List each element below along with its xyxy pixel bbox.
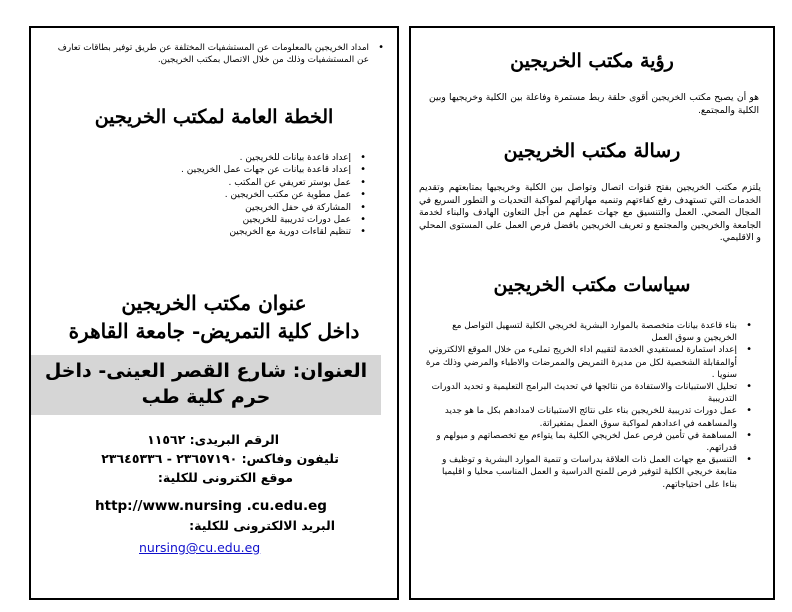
address-line-1: العنوان: شارع القصر العينى- داخل bbox=[44, 360, 368, 382]
left-panel bbox=[29, 26, 399, 600]
plan-item: • المشاركة في حفل الخريجين bbox=[37, 202, 357, 214]
plan-item: • عمل دورات تدريبية للخريجين bbox=[37, 214, 357, 226]
email-label: البريد الالكترونى للكلية: bbox=[189, 518, 335, 533]
policy-item: • بناء قاعدة بيانات متخصصة بالموارد البشرية لخريجي الكلية لتسهيل التواصل مع الخريجين و سوق العمل bbox=[425, 320, 743, 344]
right-panel bbox=[409, 26, 775, 600]
intro-bullet: • امداد الخريجين بالمعلومات عن المستشفيات المختلفة عن طريق توفير بطاقات تعارف عن المستشفيات وذلك من خلال الاتصال بمكتب الخريجين. bbox=[45, 42, 375, 66]
policies-list bbox=[425, 320, 755, 491]
intro-list bbox=[45, 42, 387, 66]
website-link[interactable]: http://www.nursing .cu.edu.eg bbox=[95, 498, 327, 514]
plan-item: • عمل بوستر تعريفي عن المكتب . bbox=[37, 177, 357, 189]
vision-title: رؤية مكتب الخريجين bbox=[510, 50, 674, 72]
plan-item: • إعداد قاعدة بيانات للخريجين . bbox=[37, 152, 357, 164]
address-title-1: عنوان مكتب الخريجين bbox=[121, 291, 307, 315]
postal-code: الرقم البريدى: ١١٥٦٢ bbox=[147, 432, 279, 447]
mission-text: يلتزم مكتب الخريجين بفتح قنوات اتصال وتواصل بين الكلية وخريجيها بمتابعتهم وتقديم الخدمات التي تستهدف رفع كفاءتهم وتنميه مهاراتهم لمواكبة التحديات و التطور السريع في المجال الصحي. العمل والتنسيق مع جهات عملهم من أجل التعاون الهادف والبناء لخدمة الجامعة والخريجين والمجتمع و تعريف الخريجين بافضل فرص العمل على المستوى المحلي و الاقليمي. bbox=[419, 182, 761, 244]
plan-item: • تنظيم لقاءات دورية مع الخريجين bbox=[37, 226, 357, 238]
plan-list bbox=[37, 152, 369, 239]
vision-text: هو أن يصبح مكتب الخريجين أقوى حلقة ربط مستمرة وفاعلة بين الكلية وخريجيها وبين الكلية والمجتمع. bbox=[429, 92, 759, 116]
plan-title: الخطة العامة لمكتب الخريجين bbox=[94, 106, 334, 128]
policies-title: سياسات مكتب الخريجين bbox=[493, 274, 691, 296]
plan-item: • عمل مطوية عن مكتب الخريجين . bbox=[37, 189, 357, 201]
website-label: موقع الكترونى للكلية: bbox=[157, 470, 293, 485]
address-box bbox=[31, 355, 381, 415]
address-line-2: حرم كلية طب bbox=[141, 386, 271, 408]
address-title-2: داخل كلية التمريض- جامعة القاهرة bbox=[68, 319, 360, 343]
policy-item: • المساهمة في تأمين فرص عمل لخريجي الكلية بما يتواءم مع تخصصاتهم و ميولهم و قدراتهم. bbox=[425, 430, 743, 454]
policy-item: • عمل دورات تدريبية للخريجين بناء على نتائج الاستبيانات لامدادهم بكل ما هو جديد والمساهمه في اعدادهم لمواكبة سوق العمل بمتغيراتة. bbox=[425, 405, 743, 429]
phone-fax: تليفون وفاكس: ٢٣٦٥٧١٩٠ - ٢٣٦٤٥٣٣٦ bbox=[101, 451, 339, 466]
policy-item: • التنسيق مع جهات العمل ذات العلاقة بدراسات و تنمية الموارد البشرية و توظيف و متابعة خريجي الكلية لتوفير فرص للمنح الدراسية و العمل المناسب محليا و اقليميا بناءا على احتياجاتهم. bbox=[425, 454, 743, 491]
email-link[interactable]: nursing@cu.edu.eg bbox=[139, 540, 261, 555]
policy-item: • إعداد استمارة لمستفيدي الخدمة لتقييم اداء الخريج تملىء من خلال الموقع الالكتروني أوالمقابلة الشخصية لكل من مديرة التمريض والممرضات والاطباء والمرضي وذلك مرة سنويا . bbox=[425, 344, 743, 381]
mission-title: رسالة مكتب الخريجين bbox=[503, 140, 681, 162]
plan-item: • إعداد قاعدة بيانات عن جهات عمل الخريجين . bbox=[37, 164, 357, 176]
policy-item: • تحليل الاستبيانات والاستفادة من نتائجها في تحديث البرامج التعليمية و تحديد الدورات التدريبية bbox=[425, 381, 743, 405]
